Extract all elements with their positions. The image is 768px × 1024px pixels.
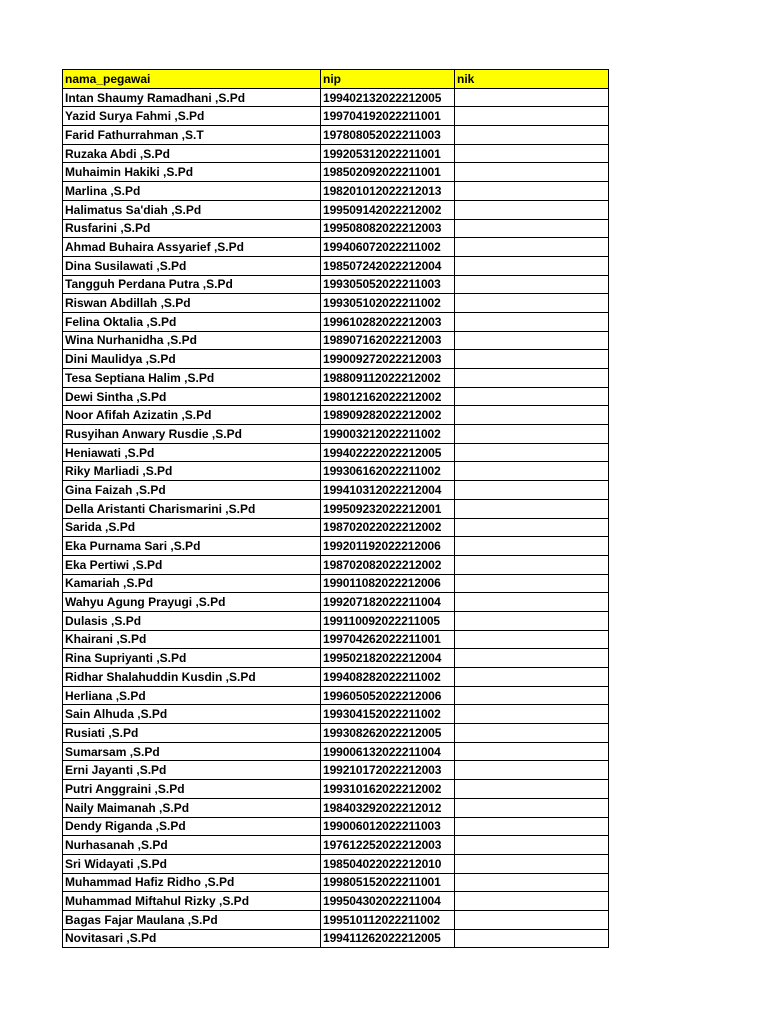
cell-nik[interactable] — [455, 705, 609, 724]
cell-nama-pegawai[interactable]: Ahmad Buhaira Assyarief ,S.Pd — [63, 238, 321, 257]
cell-nik[interactable] — [455, 163, 609, 182]
cell-nama-pegawai[interactable]: Marlina ,S.Pd — [63, 182, 321, 201]
cell-nama-pegawai[interactable]: Muhammad Miftahul Rizky ,S.Pd — [63, 892, 321, 911]
table-row — [63, 929, 609, 948]
cell-nama-pegawai[interactable]: Rina Supriyanti ,S.Pd — [63, 649, 321, 668]
table-row — [63, 406, 609, 425]
cell-nip[interactable]: 199308262022212005 — [321, 724, 455, 743]
table-row — [63, 836, 609, 855]
cell-nik[interactable] — [455, 574, 609, 593]
table-row — [63, 910, 609, 929]
cell-nik[interactable] — [455, 238, 609, 257]
table-row — [63, 668, 609, 687]
cell-nik[interactable] — [455, 910, 609, 929]
cell-nip[interactable]: 199305102022211002 — [321, 294, 455, 313]
cell-nik[interactable] — [455, 144, 609, 163]
table-row — [63, 761, 609, 780]
table-row — [63, 163, 609, 182]
cell-nama-pegawai[interactable]: Naily Maimanah ,S.Pd — [63, 798, 321, 817]
cell-nama-pegawai[interactable]: Intan Shaumy Ramadhani ,S.Pd — [63, 88, 321, 107]
cell-nip[interactable]: 199304152022211002 — [321, 705, 455, 724]
cell-nama-pegawai[interactable]: Bagas Fajar Maulana ,S.Pd — [63, 910, 321, 929]
cell-nama-pegawai[interactable]: Tesa Septiana Halim ,S.Pd — [63, 369, 321, 388]
cell-nama-pegawai[interactable]: Wahyu Agung Prayugi ,S.Pd — [63, 593, 321, 612]
cell-nip[interactable]: 199006132022211004 — [321, 742, 455, 761]
cell-nik[interactable] — [455, 462, 609, 481]
table-row — [63, 331, 609, 350]
cell-nip[interactable]: 198502092022211001 — [321, 163, 455, 182]
cell-nip[interactable]: 198504022022212010 — [321, 854, 455, 873]
cell-nip[interactable]: 199006012022211003 — [321, 817, 455, 836]
cell-nik[interactable] — [455, 88, 609, 107]
cell-nama-pegawai[interactable]: Gina Faizah ,S.Pd — [63, 481, 321, 500]
cell-nik[interactable] — [455, 406, 609, 425]
cell-nik[interactable] — [455, 761, 609, 780]
cell-nik[interactable] — [455, 668, 609, 687]
cell-nip[interactable]: 199402222022212005 — [321, 443, 455, 462]
cell-nip[interactable]: 198201012022212013 — [321, 182, 455, 201]
table-row — [63, 182, 609, 201]
cell-nik[interactable] — [455, 780, 609, 799]
cell-nip[interactable]: 199605052022212006 — [321, 686, 455, 705]
table-row — [63, 275, 609, 294]
cell-nip[interactable]: 199509232022212001 — [321, 499, 455, 518]
table-row — [63, 780, 609, 799]
cell-nip[interactable]: 198403292022212012 — [321, 798, 455, 817]
cell-nik[interactable] — [455, 854, 609, 873]
table-row — [63, 630, 609, 649]
cell-nama-pegawai[interactable]: Khairani ,S.Pd — [63, 630, 321, 649]
cell-nama-pegawai[interactable]: Halimatus Sa'diah ,S.Pd — [63, 200, 321, 219]
cell-nik[interactable] — [455, 724, 609, 743]
table-row — [63, 611, 609, 630]
cell-nama-pegawai[interactable]: Erni Jayanti ,S.Pd — [63, 761, 321, 780]
cell-nama-pegawai[interactable]: Dewi Sintha ,S.Pd — [63, 387, 321, 406]
cell-nik[interactable] — [455, 817, 609, 836]
table-row — [63, 219, 609, 238]
cell-nip[interactable]: 199805152022211001 — [321, 873, 455, 892]
cell-nik[interactable] — [455, 611, 609, 630]
cell-nama-pegawai[interactable]: Rusiati ,S.Pd — [63, 724, 321, 743]
cell-nama-pegawai[interactable]: Eka Purnama Sari ,S.Pd — [63, 537, 321, 556]
cell-nip[interactable]: 199406072022211002 — [321, 238, 455, 257]
table-row — [63, 686, 609, 705]
cell-nip[interactable]: 198702082022212002 — [321, 555, 455, 574]
table-row — [63, 724, 609, 743]
cell-nama-pegawai[interactable]: Kamariah ,S.Pd — [63, 574, 321, 593]
cell-nip[interactable]: 199306162022211002 — [321, 462, 455, 481]
header-row — [63, 70, 609, 89]
cell-nama-pegawai[interactable]: Sri Widayati ,S.Pd — [63, 854, 321, 873]
table-row — [63, 144, 609, 163]
cell-nik[interactable] — [455, 593, 609, 612]
cell-nip[interactable]: 199210172022212003 — [321, 761, 455, 780]
cell-nik[interactable] — [455, 219, 609, 238]
table-row — [63, 873, 609, 892]
cell-nama-pegawai[interactable]: Sain Alhuda ,S.Pd — [63, 705, 321, 724]
cell-nip[interactable]: 199610282022212003 — [321, 312, 455, 331]
cell-nama-pegawai[interactable]: Nurhasanah ,S.Pd — [63, 836, 321, 855]
cell-nip[interactable]: 198907162022212003 — [321, 331, 455, 350]
cell-nama-pegawai[interactable]: Muhammad Hafiz Ridho ,S.Pd — [63, 873, 321, 892]
cell-nik[interactable] — [455, 425, 609, 444]
table-row — [63, 238, 609, 257]
table-row — [63, 555, 609, 574]
table-row — [63, 574, 609, 593]
cell-nik[interactable] — [455, 369, 609, 388]
cell-nama-pegawai[interactable]: Sumarsam ,S.Pd — [63, 742, 321, 761]
cell-nik[interactable] — [455, 275, 609, 294]
cell-nik[interactable] — [455, 387, 609, 406]
table-row — [63, 369, 609, 388]
cell-nama-pegawai[interactable]: Dulasis ,S.Pd — [63, 611, 321, 630]
cell-nama-pegawai[interactable]: Muhaimin Hakiki ,S.Pd — [63, 163, 321, 182]
cell-nik[interactable] — [455, 350, 609, 369]
cell-nip[interactable]: 199704192022211001 — [321, 107, 455, 126]
cell-nip[interactable]: 199009272022212003 — [321, 350, 455, 369]
cell-nip[interactable]: 199110092022211005 — [321, 611, 455, 630]
table-row — [63, 256, 609, 275]
cell-nik[interactable] — [455, 499, 609, 518]
table-row — [63, 499, 609, 518]
cell-nama-pegawai[interactable]: Dini Maulidya ,S.Pd — [63, 350, 321, 369]
cell-nik[interactable] — [455, 742, 609, 761]
cell-nip[interactable]: 199704262022211001 — [321, 630, 455, 649]
cell-nip[interactable]: 199509142022212002 — [321, 200, 455, 219]
cell-nip[interactable]: 199402132022212005 — [321, 88, 455, 107]
cell-nip[interactable]: 198012162022212002 — [321, 387, 455, 406]
table-row — [63, 481, 609, 500]
cell-nama-pegawai[interactable]: Rusfarini ,S.Pd — [63, 219, 321, 238]
table-row — [63, 742, 609, 761]
table-row — [63, 107, 609, 126]
cell-nik[interactable] — [455, 518, 609, 537]
cell-nip[interactable]: 199003212022211002 — [321, 425, 455, 444]
cell-nip[interactable]: 199411262022212005 — [321, 929, 455, 948]
table-row — [63, 350, 609, 369]
cell-nip[interactable]: 199011082022212006 — [321, 574, 455, 593]
table-row — [63, 126, 609, 145]
cell-nama-pegawai[interactable]: Riswan Abdillah ,S.Pd — [63, 294, 321, 313]
cell-nik[interactable] — [455, 443, 609, 462]
cell-nip[interactable]: 199201192022212006 — [321, 537, 455, 556]
cell-nama-pegawai[interactable]: Dina Susilawati ,S.Pd — [63, 256, 321, 275]
table-row — [63, 88, 609, 107]
cell-nip[interactable]: 199410312022212004 — [321, 481, 455, 500]
cell-nip[interactable]: 198507242022212004 — [321, 256, 455, 275]
cell-nama-pegawai[interactable]: Dendy Riganda ,S.Pd — [63, 817, 321, 836]
cell-nik[interactable] — [455, 836, 609, 855]
table-row — [63, 593, 609, 612]
cell-nip[interactable]: 198702022022212002 — [321, 518, 455, 537]
cell-nip[interactable]: 199305052022211003 — [321, 275, 455, 294]
table-row — [63, 892, 609, 911]
cell-nama-pegawai[interactable]: Yazid Surya Fahmi ,S.Pd — [63, 107, 321, 126]
cell-nip[interactable]: 199408282022211002 — [321, 668, 455, 687]
cell-nik[interactable] — [455, 873, 609, 892]
cell-nip[interactable]: 199310162022212002 — [321, 780, 455, 799]
table-row — [63, 817, 609, 836]
table-body — [63, 88, 609, 948]
employee-table — [62, 69, 609, 948]
cell-nik[interactable] — [455, 649, 609, 668]
cell-nip[interactable]: 199504302022211004 — [321, 892, 455, 911]
table-row — [63, 312, 609, 331]
cell-nip[interactable]: 199205312022211001 — [321, 144, 455, 163]
table-row — [63, 425, 609, 444]
cell-nama-pegawai[interactable]: Noor Afifah Azizatin ,S.Pd — [63, 406, 321, 425]
table-row — [63, 518, 609, 537]
cell-nik[interactable] — [455, 256, 609, 275]
cell-nik[interactable] — [455, 537, 609, 556]
cell-nip[interactable]: 198909282022212002 — [321, 406, 455, 425]
cell-nip[interactable]: 199207182022211004 — [321, 593, 455, 612]
table-row — [63, 387, 609, 406]
table-row — [63, 705, 609, 724]
table-row — [63, 537, 609, 556]
cell-nik[interactable] — [455, 686, 609, 705]
cell-nama-pegawai[interactable]: Wina Nurhanidha ,S.Pd — [63, 331, 321, 350]
table-row — [63, 798, 609, 817]
cell-nik[interactable] — [455, 892, 609, 911]
cell-nik[interactable] — [455, 182, 609, 201]
cell-nama-pegawai[interactable]: Putri Anggraini ,S.Pd — [63, 780, 321, 799]
cell-nama-pegawai[interactable]: Della Aristanti Charismarini ,S.Pd — [63, 499, 321, 518]
table-row — [63, 200, 609, 219]
cell-nip[interactable]: 197808052022211003 — [321, 126, 455, 145]
cell-nik[interactable] — [455, 630, 609, 649]
cell-nama-pegawai[interactable]: Eka Pertiwi ,S.Pd — [63, 555, 321, 574]
cell-nip[interactable]: 199502182022212004 — [321, 649, 455, 668]
cell-nik[interactable] — [455, 929, 609, 948]
cell-nip[interactable]: 197612252022212003 — [321, 836, 455, 855]
cell-nama-pegawai[interactable]: Riky Marliadi ,S.Pd — [63, 462, 321, 481]
cell-nik[interactable] — [455, 331, 609, 350]
cell-nik[interactable] — [455, 798, 609, 817]
table-row — [63, 462, 609, 481]
cell-nik[interactable] — [455, 107, 609, 126]
cell-nip[interactable]: 199508082022212003 — [321, 219, 455, 238]
cell-nama-pegawai[interactable]: Novitasari ,S.Pd — [63, 929, 321, 948]
cell-nama-pegawai[interactable]: Farid Fathurrahman ,S.T — [63, 126, 321, 145]
cell-nama-pegawai[interactable]: Ridhar Shalahuddin Kusdin ,S.Pd — [63, 668, 321, 687]
cell-nama-pegawai[interactable]: Rusyihan Anwary Rusdie ,S.Pd — [63, 425, 321, 444]
table-row — [63, 649, 609, 668]
cell-nik[interactable] — [455, 294, 609, 313]
cell-nama-pegawai[interactable]: Tangguh Perdana Putra ,S.Pd — [63, 275, 321, 294]
cell-nik[interactable] — [455, 200, 609, 219]
column-header-nik: nik — [455, 70, 609, 89]
table-row — [63, 443, 609, 462]
cell-nik[interactable] — [455, 555, 609, 574]
cell-nik[interactable] — [455, 126, 609, 145]
cell-nama-pegawai[interactable]: Felina Oktalia ,S.Pd — [63, 312, 321, 331]
column-header-nip: nip — [321, 70, 455, 89]
column-header-nama-pegawai: nama_pegawai — [63, 70, 321, 89]
cell-nama-pegawai[interactable]: Ruzaka Abdi ,S.Pd — [63, 144, 321, 163]
cell-nip[interactable]: 198809112022212002 — [321, 369, 455, 388]
cell-nik[interactable] — [455, 312, 609, 331]
cell-nip[interactable]: 199510112022211002 — [321, 910, 455, 929]
cell-nama-pegawai[interactable]: Heniawati ,S.Pd — [63, 443, 321, 462]
cell-nama-pegawai[interactable]: Sarida ,S.Pd — [63, 518, 321, 537]
cell-nama-pegawai[interactable]: Herliana ,S.Pd — [63, 686, 321, 705]
table-row — [63, 294, 609, 313]
cell-nik[interactable] — [455, 481, 609, 500]
table-row — [63, 854, 609, 873]
